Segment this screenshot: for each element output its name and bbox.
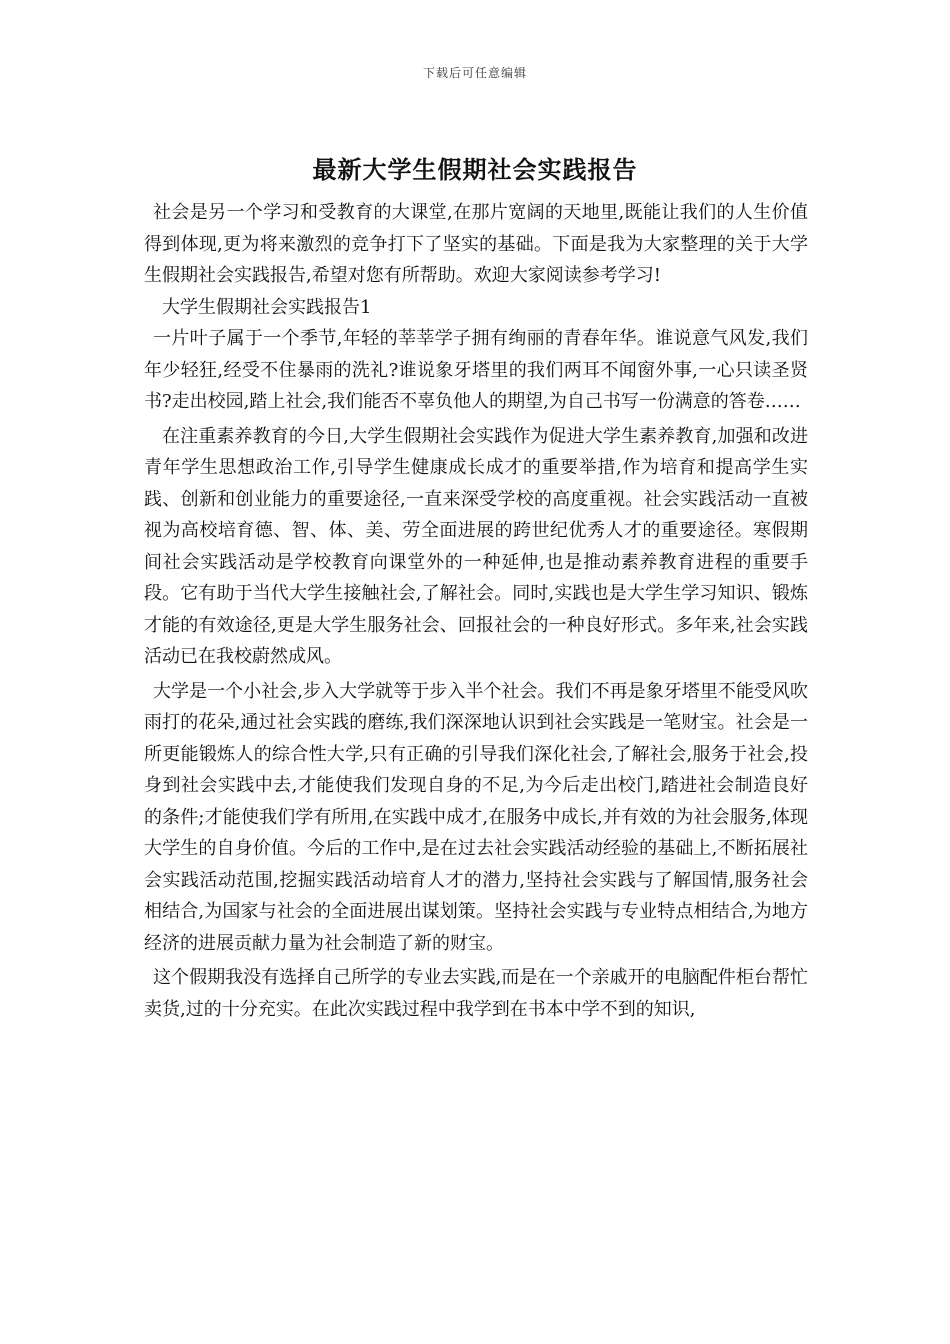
intro-paragraph: 社会是另一个学习和受教育的大课堂,在那片宽阔的天地里,既能让我们的人生价值得到体现,更为将来激烈的竞争打下了坚实的基础。下面是我为大家整理的关于大学生假期社会实践报告,希望对您有所帮助。欢迎大家阅读参考学习! <box>144 202 808 286</box>
body-paragraph: 在注重素养教育的今日,大学生假期社会实践作为促进大学生素养教育,加强和改进青年学生思想政治工作,引导学生健康成长成才的重要举措,作为培育和提高学生实践、创新和创业能力的重要途径,一直来深受学校的高度重视。社会实践活动一直被视为高校培育德、智、体、美、劳全面进展的跨世纪优秀人才的重要途径。寒假期间社会实践活动是学校教育向课堂外的一种延伸,也是推动素养教育进程的重要手段。它有助于当代大学生接触社会,了解社会。同时,实践也是大学生学习知识、锻炼才能的有效途径,更是大学生服务社会、回报社会的一种良好形式。多年来,社会实践活动已在我校蔚然成风。 <box>144 425 808 667</box>
page-header: 下载后可任意编辑 <box>422 66 527 80</box>
body-paragraph: 这个假期我没有选择自己所学的专业去实践,而是在一个亲戚开的电脑配件柜台帮忙卖货,过的十分充实。在此次实践过程中我学到在书本中学不到的知识, <box>144 967 808 1020</box>
section-heading: 大学生假期社会实践报告1 <box>162 296 372 318</box>
document-title: 最新大学生假期社会实践报告 <box>312 155 638 184</box>
body-paragraph: 大学是一个小社会,步入大学就等于步入半个社会。我们不再是象牙塔里不能受风吹雨打的花朵,通过社会实践的磨练,我们深深地认识到社会实践是一笔财宝。社会是一所更能锻炼人的综合性大学,只有正确的引导我们深化社会,了解社会,服务于社会,投身到社会实践中去,才能使我们发现自身的不足,为今后走出校门,踏进社会制造良好的条件;才能使我们学有所用,在实践中成才,在服务中成长,并有效的为社会服务,体现大学生的自身价值。今后的工作中,是在过去社会实践活动经验的基础上,不断拓展社会实践活动范围,挖掘实践活动培育人才的潜力,坚持社会实践与了解国情,服务社会相结合,为国家与社会的全面进展出谋划策。坚持社会实践与专业特点相结合,为地方经济的进展贡献力量为社会制造了新的财宝。 <box>144 680 808 954</box>
document-body <box>144 197 808 1025</box>
body-paragraph: 一片叶子属于一个季节,年轻的莘莘学子拥有绚丽的青春年华。谁说意气风发,我们年少轻狂,经受不住暴雨的洗礼?谁说象牙塔里的我们两耳不闻窗外事,一心只读圣贤书?走出校园,踏上社会,我们能否不辜负他人的期望,为自己书写一份满意的答卷…… <box>144 328 808 412</box>
